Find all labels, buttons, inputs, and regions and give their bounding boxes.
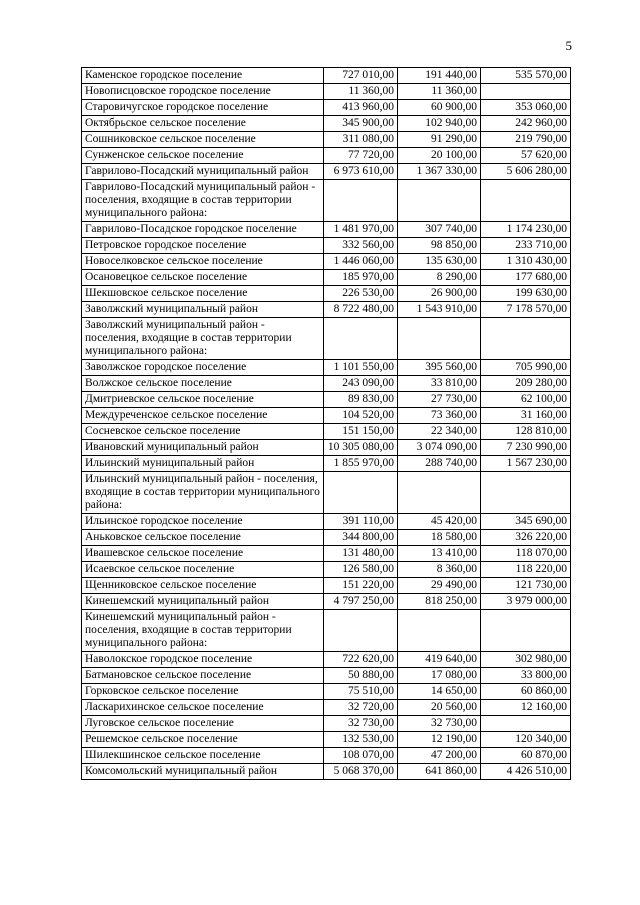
amount-cell-3: 1 174 230,00: [481, 222, 571, 238]
amount-cell-3: 199 630,00: [481, 286, 571, 302]
budget-table: [81, 67, 571, 780]
amount-cell-3: [481, 472, 571, 514]
amount-cell-3: [481, 716, 571, 732]
table-row: [82, 408, 571, 424]
amount-cell-1: 1 855 970,00: [324, 456, 398, 472]
amount-cell-1: 89 830,00: [324, 392, 398, 408]
territory-name-cell: Шилекшинское сельское поселение: [82, 748, 324, 764]
amount-cell-3: 209 280,00: [481, 376, 571, 392]
amount-cell-1: 243 090,00: [324, 376, 398, 392]
table-row: [82, 254, 571, 270]
amount-cell-1: 77 720,00: [324, 148, 398, 164]
territory-name-cell: Кинешемский муниципальный район - поселения, входящие в состав территории муниципального района:: [82, 610, 324, 652]
table-row: [82, 286, 571, 302]
amount-cell-3: 242 960,00: [481, 116, 571, 132]
amount-cell-3: 60 870,00: [481, 748, 571, 764]
territory-name-cell: Щенниковское сельское поселение: [82, 578, 324, 594]
amount-cell-1: 6 973 610,00: [324, 164, 398, 180]
amount-cell-2: 11 360,00: [398, 84, 481, 100]
table-row: [82, 732, 571, 748]
amount-cell-3: [481, 318, 571, 360]
amount-cell-1: 1 446 060,00: [324, 254, 398, 270]
territory-name-cell: Волжское сельское поселение: [82, 376, 324, 392]
amount-cell-2: 288 740,00: [398, 456, 481, 472]
table-row: [82, 302, 571, 318]
amount-cell-2: 60 900,00: [398, 100, 481, 116]
amount-cell-2: 20 560,00: [398, 700, 481, 716]
table-row: [82, 514, 571, 530]
amount-cell-3: 12 160,00: [481, 700, 571, 716]
amount-cell-3: 302 980,00: [481, 652, 571, 668]
table-row: [82, 164, 571, 180]
amount-cell-2: 1 367 330,00: [398, 164, 481, 180]
amount-cell-1: 131 480,00: [324, 546, 398, 562]
table-row: [82, 360, 571, 376]
territory-name-cell: Наволокское городское поселение: [82, 652, 324, 668]
territory-name-cell: Луговское сельское поселение: [82, 716, 324, 732]
amount-cell-3: 219 790,00: [481, 132, 571, 148]
amount-cell-2: 20 100,00: [398, 148, 481, 164]
amount-cell-3: 62 100,00: [481, 392, 571, 408]
territory-name-cell: Ильинский муниципальный район - поселения, входящие в состав территории муниципального района:: [82, 472, 324, 514]
table-row: [82, 318, 571, 360]
amount-cell-1: 391 110,00: [324, 514, 398, 530]
table-row: [82, 716, 571, 732]
amount-cell-2: 27 730,00: [398, 392, 481, 408]
amount-cell-3: 7 230 990,00: [481, 440, 571, 456]
table-row: [82, 68, 571, 84]
amount-cell-1: [324, 180, 398, 222]
amount-cell-2: 641 860,00: [398, 764, 481, 780]
amount-cell-2: 102 940,00: [398, 116, 481, 132]
territory-name-cell: Гаврилово-Посадский муниципальный район - поселения, входящие в состав территории муниципального района:: [82, 180, 324, 222]
amount-cell-1: 722 620,00: [324, 652, 398, 668]
territory-name-cell: Октябрьское сельское поселение: [82, 116, 324, 132]
territory-name-cell: Заволжский муниципальный район - поселения, входящие в состав территории муниципального района:: [82, 318, 324, 360]
territory-name-cell: Комсомольский муниципальный район: [82, 764, 324, 780]
amount-cell-3: 118 220,00: [481, 562, 571, 578]
amount-cell-1: 1 481 970,00: [324, 222, 398, 238]
table-row: [82, 132, 571, 148]
amount-cell-2: 73 360,00: [398, 408, 481, 424]
amount-cell-3: 233 710,00: [481, 238, 571, 254]
amount-cell-3: 5 606 280,00: [481, 164, 571, 180]
amount-cell-1: 8 722 480,00: [324, 302, 398, 318]
amount-cell-3: 4 426 510,00: [481, 764, 571, 780]
table-row: [82, 456, 571, 472]
territory-name-cell: Ильинское городское поселение: [82, 514, 324, 530]
amount-cell-1: [324, 318, 398, 360]
territory-name-cell: Ивашевское сельское поселение: [82, 546, 324, 562]
amount-cell-2: [398, 610, 481, 652]
amount-cell-3: 118 070,00: [481, 546, 571, 562]
table-row: [82, 100, 571, 116]
table-row: [82, 84, 571, 100]
amount-cell-1: 132 530,00: [324, 732, 398, 748]
amount-cell-2: 26 900,00: [398, 286, 481, 302]
amount-cell-2: 91 290,00: [398, 132, 481, 148]
amount-cell-3: 177 680,00: [481, 270, 571, 286]
amount-cell-1: 104 520,00: [324, 408, 398, 424]
amount-cell-1: 32 720,00: [324, 700, 398, 716]
amount-cell-3: 7 178 570,00: [481, 302, 571, 318]
amount-cell-1: 10 305 080,00: [324, 440, 398, 456]
table-row: [82, 270, 571, 286]
table-row: [82, 440, 571, 456]
amount-cell-2: [398, 318, 481, 360]
amount-cell-2: 307 740,00: [398, 222, 481, 238]
table-row: [82, 238, 571, 254]
amount-cell-1: 151 220,00: [324, 578, 398, 594]
amount-cell-1: 311 080,00: [324, 132, 398, 148]
territory-name-cell: Петровское городское поселение: [82, 238, 324, 254]
table-row: [82, 180, 571, 222]
amount-cell-2: 135 630,00: [398, 254, 481, 270]
territory-name-cell: Междуреченское сельское поселение: [82, 408, 324, 424]
amount-cell-2: 395 560,00: [398, 360, 481, 376]
table-row: [82, 578, 571, 594]
amount-cell-3: 345 690,00: [481, 514, 571, 530]
territory-name-cell: Горковское сельское поселение: [82, 684, 324, 700]
amount-cell-3: [481, 180, 571, 222]
amount-cell-3: 353 060,00: [481, 100, 571, 116]
amount-cell-1: 332 560,00: [324, 238, 398, 254]
table-body: [82, 68, 571, 780]
territory-name-cell: Шекшовское сельское поселение: [82, 286, 324, 302]
table-row: [82, 546, 571, 562]
amount-cell-3: 128 810,00: [481, 424, 571, 440]
table-row: [82, 148, 571, 164]
table-row: [82, 562, 571, 578]
territory-name-cell: Сошниковское сельское поселение: [82, 132, 324, 148]
amount-cell-3: 60 860,00: [481, 684, 571, 700]
amount-cell-2: 191 440,00: [398, 68, 481, 84]
amount-cell-3: [481, 84, 571, 100]
table-row: [82, 392, 571, 408]
table-row: [82, 594, 571, 610]
amount-cell-2: 18 580,00: [398, 530, 481, 546]
territory-name-cell: Каменское городское поселение: [82, 68, 324, 84]
amount-cell-3: 121 730,00: [481, 578, 571, 594]
amount-cell-2: [398, 180, 481, 222]
amount-cell-2: 45 420,00: [398, 514, 481, 530]
territory-name-cell: Гаврилово-Посадское городское поселение: [82, 222, 324, 238]
table-row: [82, 652, 571, 668]
amount-cell-3: 535 570,00: [481, 68, 571, 84]
territory-name-cell: Гаврилово-Посадский муниципальный район: [82, 164, 324, 180]
amount-cell-3: 120 340,00: [481, 732, 571, 748]
territory-name-cell: Новоселковское сельское поселение: [82, 254, 324, 270]
table-row: [82, 116, 571, 132]
territory-name-cell: Аньковское сельское поселение: [82, 530, 324, 546]
amount-cell-1: 11 360,00: [324, 84, 398, 100]
amount-cell-1: 75 510,00: [324, 684, 398, 700]
table-row: [82, 376, 571, 392]
amount-cell-3: 705 990,00: [481, 360, 571, 376]
amount-cell-2: 8 360,00: [398, 562, 481, 578]
table-row: [82, 530, 571, 546]
table-row: [82, 472, 571, 514]
amount-cell-2: 32 730,00: [398, 716, 481, 732]
amount-cell-2: 3 074 090,00: [398, 440, 481, 456]
amount-cell-1: 226 530,00: [324, 286, 398, 302]
territory-name-cell: Ильинский муниципальный район: [82, 456, 324, 472]
amount-cell-3: 33 800,00: [481, 668, 571, 684]
amount-cell-3: 1 310 430,00: [481, 254, 571, 270]
amount-cell-1: 32 730,00: [324, 716, 398, 732]
amount-cell-2: 8 290,00: [398, 270, 481, 286]
amount-cell-1: 345 900,00: [324, 116, 398, 132]
amount-cell-2: 29 490,00: [398, 578, 481, 594]
table-row: [82, 610, 571, 652]
amount-cell-2: 17 080,00: [398, 668, 481, 684]
amount-cell-3: [481, 610, 571, 652]
amount-cell-2: [398, 472, 481, 514]
territory-name-cell: Старовичугское городское поселение: [82, 100, 324, 116]
amount-cell-2: 14 650,00: [398, 684, 481, 700]
amount-cell-1: 727 010,00: [324, 68, 398, 84]
territory-name-cell: Кинешемский муниципальный район: [82, 594, 324, 610]
amount-cell-3: 1 567 230,00: [481, 456, 571, 472]
table-row: [82, 748, 571, 764]
territory-name-cell: Исаевское сельское поселение: [82, 562, 324, 578]
amount-cell-1: 151 150,00: [324, 424, 398, 440]
table-row: [82, 668, 571, 684]
territory-name-cell: Сунженское сельское поселение: [82, 148, 324, 164]
amount-cell-2: 33 810,00: [398, 376, 481, 392]
amount-cell-1: [324, 610, 398, 652]
territory-name-cell: Дмитриевское сельское поселение: [82, 392, 324, 408]
amount-cell-1: 1 101 550,00: [324, 360, 398, 376]
amount-cell-1: 5 068 370,00: [324, 764, 398, 780]
territory-name-cell: Новописцовское городское поселение: [82, 84, 324, 100]
amount-cell-1: 185 970,00: [324, 270, 398, 286]
territory-name-cell: Сосневское сельское поселение: [82, 424, 324, 440]
amount-cell-3: 31 160,00: [481, 408, 571, 424]
amount-cell-1: 108 070,00: [324, 748, 398, 764]
amount-cell-2: 47 200,00: [398, 748, 481, 764]
amount-cell-1: 413 960,00: [324, 100, 398, 116]
amount-cell-3: 57 620,00: [481, 148, 571, 164]
territory-name-cell: Ивановский муниципальный район: [82, 440, 324, 456]
amount-cell-2: 22 340,00: [398, 424, 481, 440]
table-row: [82, 764, 571, 780]
territory-name-cell: Решемское сельское поселение: [82, 732, 324, 748]
territory-name-cell: Заволжское городское поселение: [82, 360, 324, 376]
table-row: [82, 222, 571, 238]
page-number: 5: [565, 38, 572, 53]
amount-cell-2: 1 543 910,00: [398, 302, 481, 318]
amount-cell-2: 818 250,00: [398, 594, 481, 610]
amount-cell-1: 126 580,00: [324, 562, 398, 578]
amount-cell-2: 13 410,00: [398, 546, 481, 562]
amount-cell-2: 419 640,00: [398, 652, 481, 668]
territory-name-cell: Заволжский муниципальный район: [82, 302, 324, 318]
table-row: [82, 684, 571, 700]
amount-cell-1: 344 800,00: [324, 530, 398, 546]
amount-cell-2: 12 190,00: [398, 732, 481, 748]
amount-cell-1: 50 880,00: [324, 668, 398, 684]
amount-cell-2: 98 850,00: [398, 238, 481, 254]
territory-name-cell: Ласкарихинское сельское поселение: [82, 700, 324, 716]
table-row: [82, 424, 571, 440]
territory-name-cell: Батмановское сельское поселение: [82, 668, 324, 684]
amount-cell-1: 4 797 250,00: [324, 594, 398, 610]
amount-cell-1: [324, 472, 398, 514]
amount-cell-3: 3 979 000,00: [481, 594, 571, 610]
territory-name-cell: Осановецкое сельское поселение: [82, 270, 324, 286]
table-row: [82, 700, 571, 716]
amount-cell-3: 326 220,00: [481, 530, 571, 546]
